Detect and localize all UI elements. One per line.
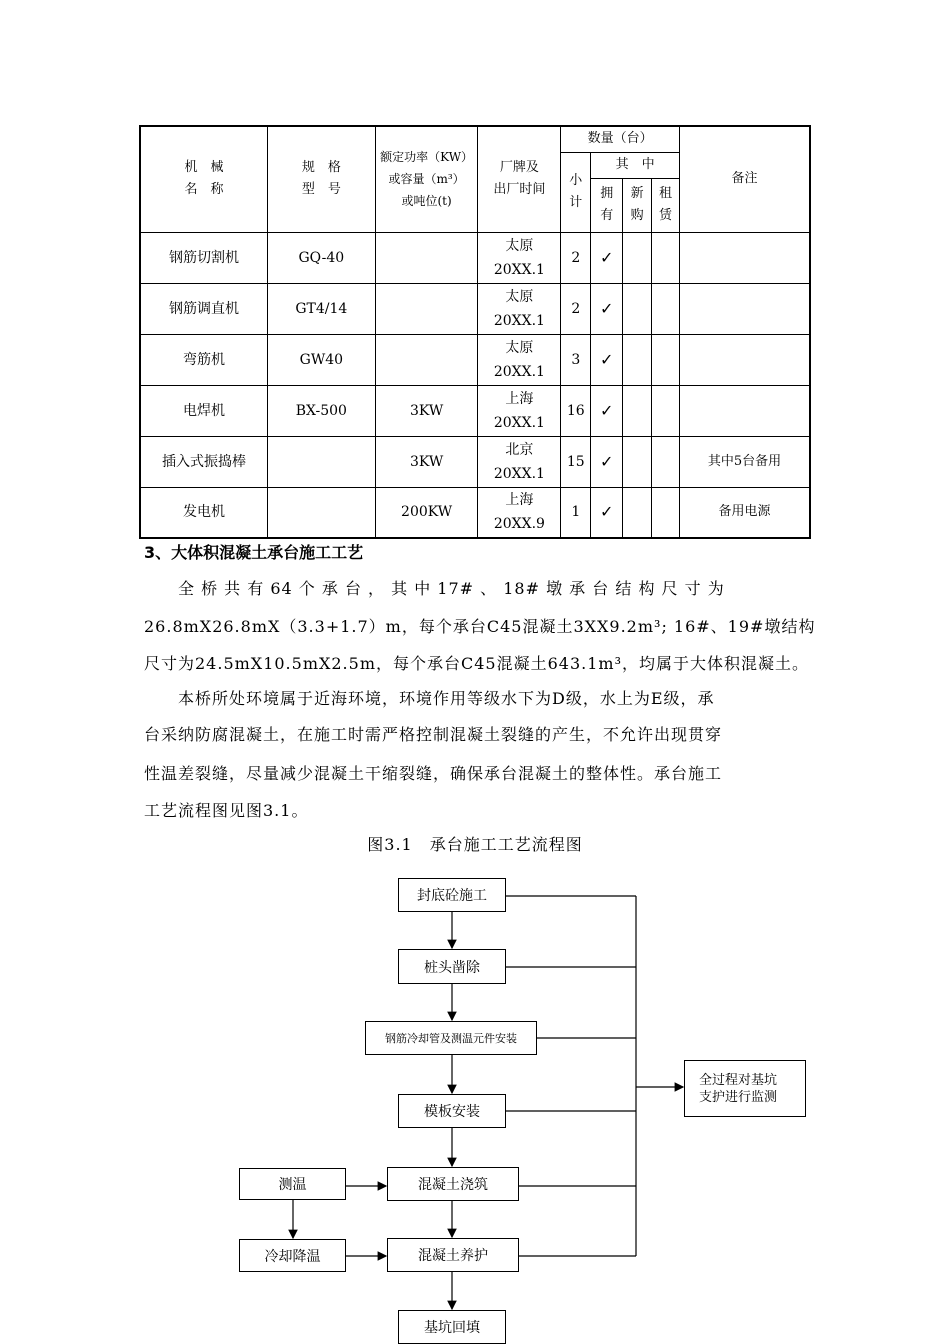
flow-step: 模板安装 bbox=[398, 1094, 506, 1128]
paragraph-line: 26.8mX26.8mX（3.3+1.7）m，每个承台C45混凝土3XX9.2m³; 16#、19#墩结构 bbox=[144, 617, 816, 636]
cell-remark: 备用电源 bbox=[680, 487, 811, 538]
cell-count: 1 bbox=[561, 487, 591, 538]
cell-own: ✓ bbox=[591, 487, 623, 538]
flow-step: 封底砼施工 bbox=[398, 878, 506, 912]
header-own: 拥 有 bbox=[591, 178, 623, 232]
cell-maker: 北京 20XX.1 bbox=[478, 436, 561, 487]
header-qty: 数量（台） bbox=[561, 126, 680, 152]
cell-count: 16 bbox=[561, 385, 591, 436]
cell-count: 2 bbox=[561, 232, 591, 283]
cell-maker: 上海 20XX.9 bbox=[478, 487, 561, 538]
cell-maker: 太原 20XX.1 bbox=[478, 334, 561, 385]
monitor-box bbox=[684, 1060, 806, 1117]
cell-power: 3KW bbox=[375, 436, 478, 487]
cell-name: 发电机 bbox=[140, 487, 268, 538]
cell-own: ✓ bbox=[591, 283, 623, 334]
monitor-line: 全过程对基坑 bbox=[699, 1072, 778, 1088]
cell-name: 钢筋调直机 bbox=[140, 283, 268, 334]
section-heading: 3、大体积混凝土承台施工工艺 bbox=[144, 543, 364, 562]
header-maker: 厂牌及 出厂时间 bbox=[478, 126, 561, 232]
flow-step: 混凝土浇筑 bbox=[387, 1167, 519, 1201]
cell-model: BX-500 bbox=[268, 385, 376, 436]
paragraph-line: 工艺流程图见图3.1。 bbox=[144, 801, 309, 820]
cell-maker: 太原 20XX.1 bbox=[478, 283, 561, 334]
paragraph-line: 台采纳防腐混凝土，在施工时需严格控制混凝土裂缝的产生，不允许出现贯穿 bbox=[144, 725, 723, 744]
paragraph-line: 全 桥 共 有 64 个 承 台 ， 其 中 17# 、 18# 墩 承 台 结 构 尺 寸 为 bbox=[144, 579, 725, 598]
cell-power: 200KW bbox=[375, 487, 478, 538]
cell-own: ✓ bbox=[591, 232, 623, 283]
flow-step: 混凝土养护 bbox=[387, 1238, 519, 1272]
header-model: 规 格 型 号 bbox=[268, 126, 376, 232]
header-rent: 租 赁 bbox=[652, 178, 680, 232]
cell-name: 弯筋机 bbox=[140, 334, 268, 385]
flow-side-step: 冷却降温 bbox=[239, 1239, 346, 1272]
flow-side-step: 测温 bbox=[239, 1168, 346, 1200]
cell-count: 3 bbox=[561, 334, 591, 385]
cell-count: 15 bbox=[561, 436, 591, 487]
cell-maker: 上海 20XX.1 bbox=[478, 385, 561, 436]
header-subtotal: 小 计 bbox=[561, 152, 591, 232]
header-remark: 备注 bbox=[680, 126, 811, 232]
cell-model: GQ-40 bbox=[268, 232, 376, 283]
flow-step: 钢筋冷却管及测温元件安装 bbox=[365, 1021, 537, 1055]
paragraph-line: 性温差裂缝，尽量减少混凝土干缩裂缝，确保承台混凝土的整体性。承台施工 bbox=[144, 764, 723, 783]
cell-name: 钢筋切割机 bbox=[140, 232, 268, 283]
paragraph-line: 本桥所处环境属于近海环境，环境作用等级水下为D级，水上为E级，承 bbox=[144, 689, 715, 708]
header-among: 其 中 bbox=[591, 152, 680, 178]
cell-name: 插入式振捣棒 bbox=[140, 436, 268, 487]
cell-own: ✓ bbox=[591, 334, 623, 385]
cell-own: ✓ bbox=[591, 436, 623, 487]
header-new: 新 购 bbox=[623, 178, 652, 232]
cell-remark: 其中5台备用 bbox=[680, 436, 811, 487]
cell-own: ✓ bbox=[591, 385, 623, 436]
figure-caption: 图3.1 承台施工工艺流程图 bbox=[367, 835, 583, 854]
paragraph-line: 尺寸为24.5mX10.5mX2.5m，每个承台C45混凝土643.1m³，均属于大体积混凝土。 bbox=[144, 654, 809, 673]
monitor-line: 支护进行监测 bbox=[699, 1089, 778, 1105]
cell-model: GT4/14 bbox=[268, 283, 376, 334]
header-power: 额定功率（KW） 或容量（m³） 或吨位(t) bbox=[375, 126, 478, 232]
cell-maker: 太原 20XX.1 bbox=[478, 232, 561, 283]
flow-step: 桩头凿除 bbox=[398, 949, 506, 984]
cell-count: 2 bbox=[561, 283, 591, 334]
flow-step: 基坑回填 bbox=[398, 1310, 506, 1344]
cell-model: GW40 bbox=[268, 334, 376, 385]
cell-power: 3KW bbox=[375, 385, 478, 436]
header-name: 机 械 名 称 bbox=[140, 126, 268, 232]
cell-name: 电焊机 bbox=[140, 385, 268, 436]
